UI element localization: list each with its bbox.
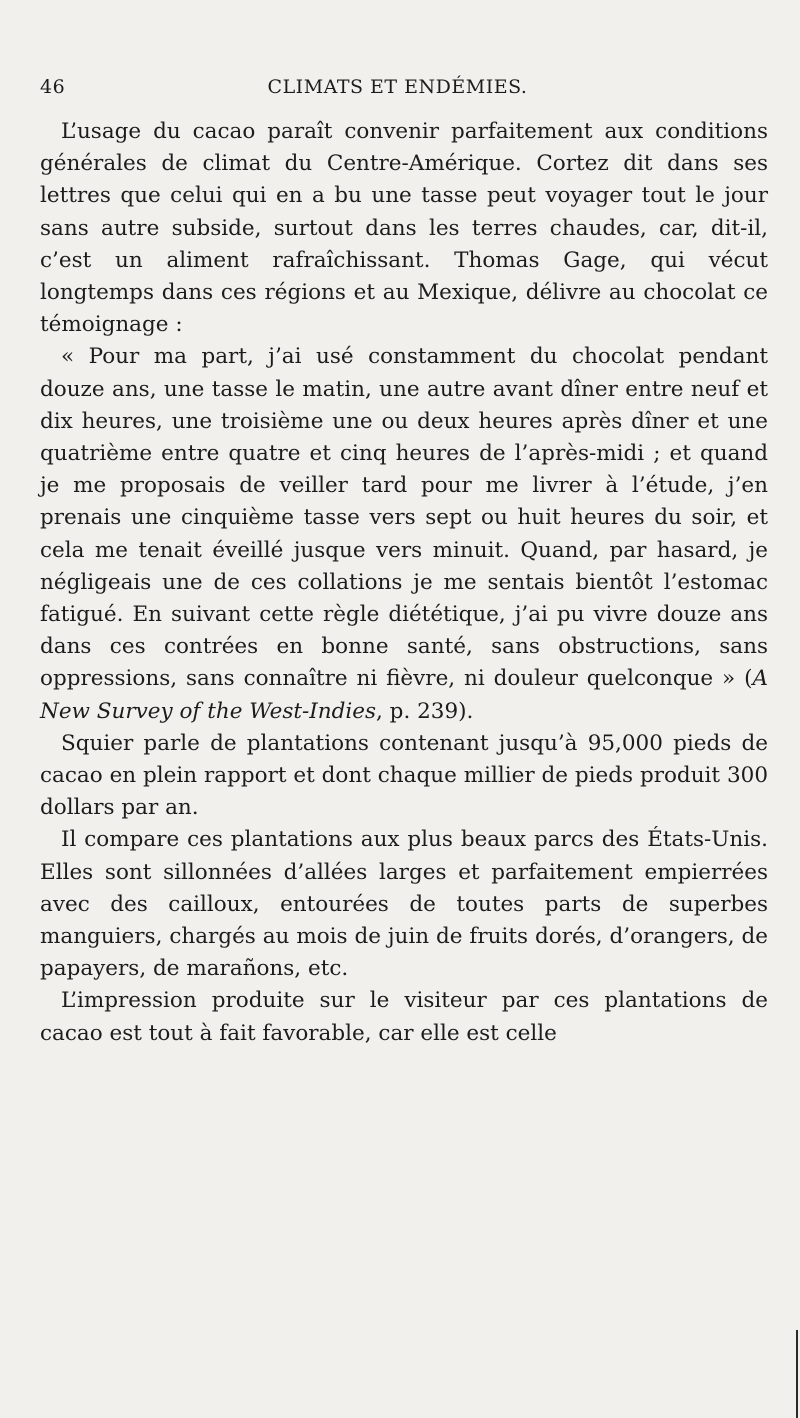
body-text (40, 116, 768, 1050)
running-head (40, 76, 755, 106)
chapter-title: CLIMATS ET ENDÉMIES. (267, 76, 528, 98)
paragraph-text: L’impression produite sur le visiteur par ces plantations de cacao est tout à fait favorable, car elle est celle (40, 988, 768, 1046)
paragraph-cacao-usage (40, 116, 768, 341)
quote-text: « Pour ma part, j’ai usé constamment du chocolat pendant douze ans, une tasse le matin, une autre avant dîner entre neuf et dix heures, une troisième une ou deux heures après dîner et une quatrième entre quatre et cinq heures de l’après-midi ; et quand je me proposais de veiller tard pour me livrer à l’étude, j’en prenais une cinquième tasse vers sept ou huit heures du soir, et cela me tenait éveillé jusque vers minuit. Quand, par hasard, je négligeais une de ces collations je me sentais bientôt l’estomac fatigué. En suivant cette règle diététique, j’ai pu vivre douze ans dans ces contrées en bonne santé, sans obstructions, sans oppressions, sans connaître ni fièvre, ni douleur quelconque » ( (40, 344, 768, 692)
paragraph-text: L’usage du cacao paraît convenir parfaitement aux conditions générales de climat du Centre-Amérique. Cortez dit dans ses lettres que celui qui en a bu une tasse peut voyager tout le jour sans autre subside, surtout dans les terres chaudes, car, dit-il, c’est un aliment rafraîchissant. Thomas Gage, qui vécut longtemps dans ces régions et au Mexique, délivre au chocolat ce témoignage : (40, 119, 768, 338)
paragraph-plantations (40, 824, 768, 985)
page-edge-line (796, 1330, 798, 1418)
citation-page: , p. 239). (376, 698, 474, 724)
paragraph-squier (40, 728, 768, 825)
paragraph-gage-quote (40, 341, 768, 727)
paragraph-text: Il compare ces plantations aux plus beaux parcs des États-Unis. Elles sont sillonnées d’allées larges et parfaitement empierrées avec des cailloux, entourées de toutes parts de superbes manguiers, chargés au mois de juin de fruits dorés, d’orangers, de papayers, de marañons, etc. (40, 827, 768, 982)
paragraph-impression (40, 985, 768, 1049)
page-number: 46 (40, 76, 66, 98)
paragraph-text: Squier parle de plantations contenant jusqu’à 95,000 pieds de cacao en plein rapport et dont chaque millier de pieds produit 300 dollars par an. (40, 730, 768, 821)
book-citation: A New Survey of the West-Indies (40, 666, 768, 724)
